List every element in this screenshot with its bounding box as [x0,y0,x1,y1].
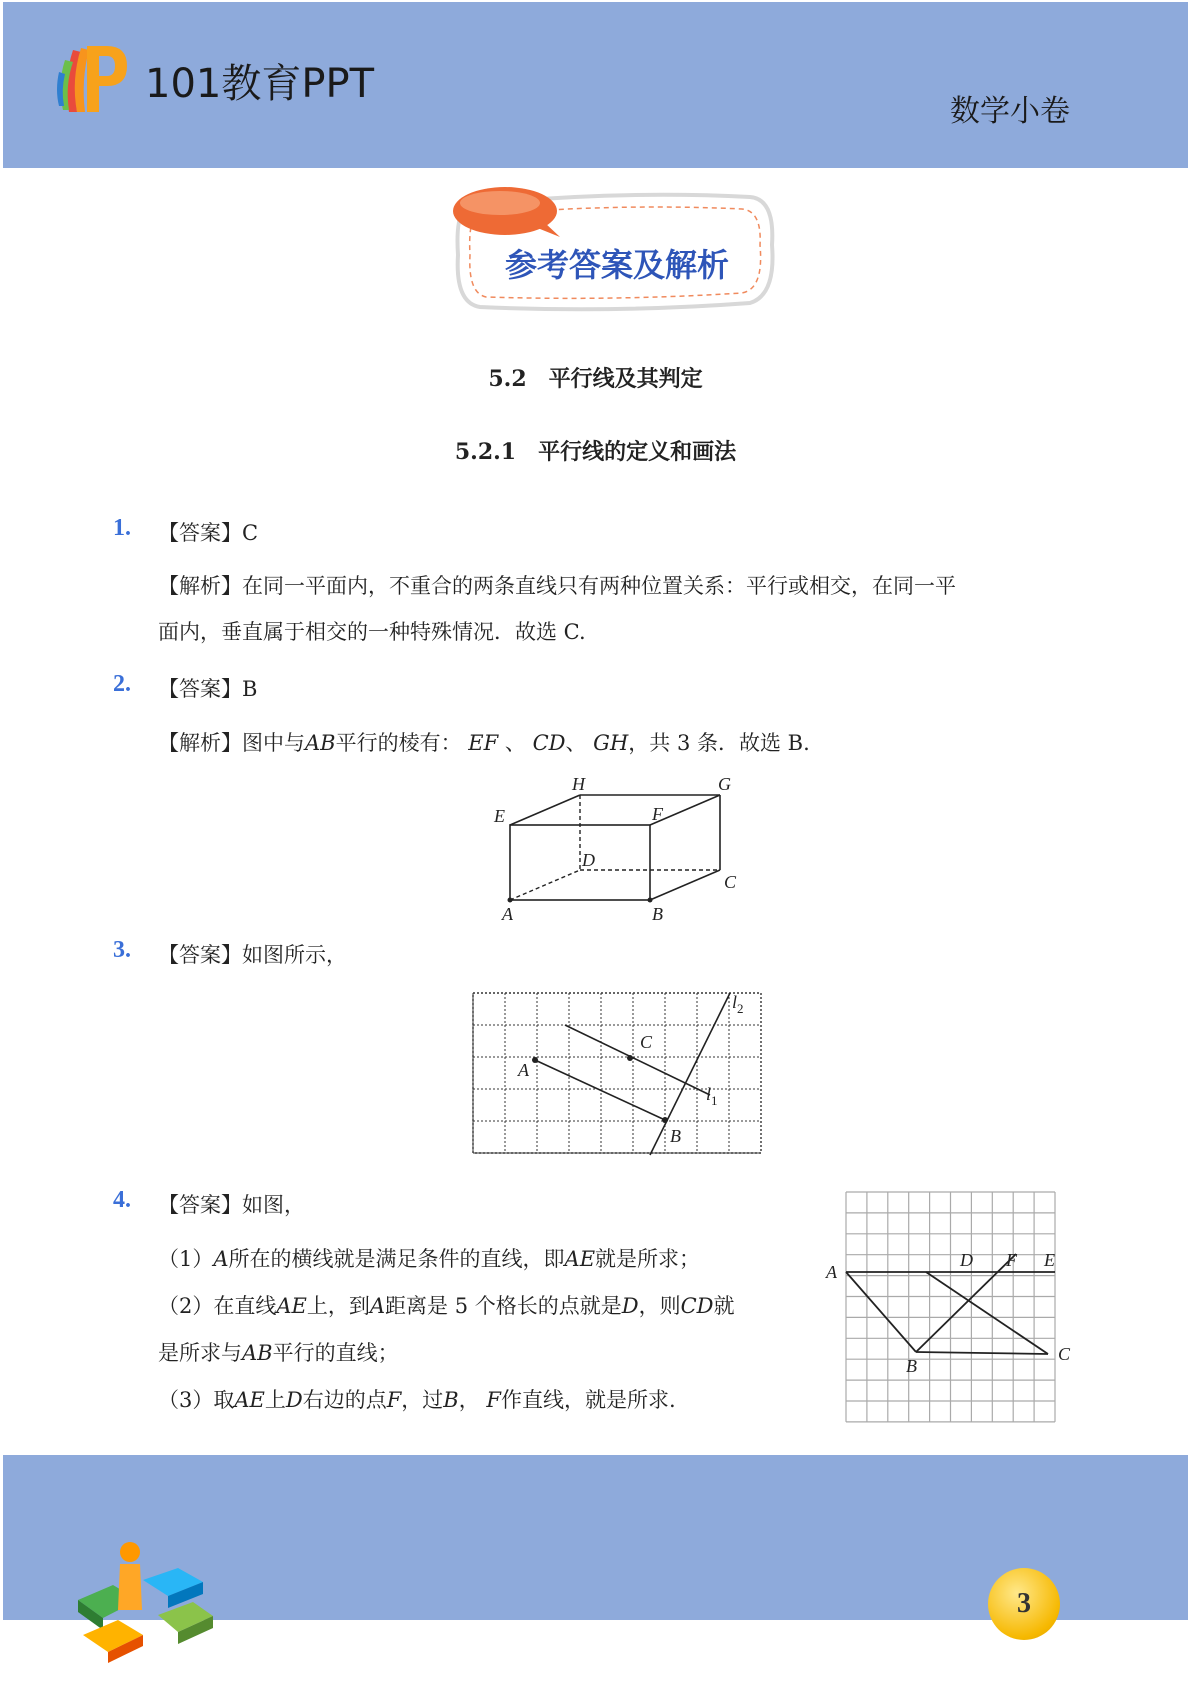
svg-text:l1 [706,1084,718,1108]
section-subtitle: 5.2.1 平行线的定义和画法 [454,439,737,465]
label-l1-subscript: 1 [711,1093,718,1108]
label-c: C [640,1032,653,1052]
section-title: 5.2 平行线及其判定 [488,366,703,392]
question-3-answer: 【答案】如图所示， [158,943,347,967]
question-2-analysis: 【解析】图中与AB平行的棱有： EF 、 CD、 GH，共 3 条．故选 B. [158,731,810,755]
figure-cuboid [490,770,750,924]
label-a: A [502,904,513,924]
question-2-answer: 【答案】B [158,677,258,701]
label-l2-subscript: 2 [737,1001,744,1016]
label-f: F [652,804,663,824]
label-c: C [1058,1344,1071,1364]
label-d: D [582,850,595,870]
question-2-number: 2. [113,671,131,697]
header-subject-label: 数学小卷 [950,94,1070,129]
label-b: B [652,904,663,924]
question-3-number: 3. [113,937,131,963]
label-h: H [572,774,585,794]
brand-name: 101教育PPT [145,61,375,107]
brand-logo-icon [55,40,135,120]
figure-grid-construction [820,1190,1080,1415]
question-1-answer: 【答案】C [158,521,259,545]
question-1-analysis-line2: 面内，垂直属于相交的一种特殊情况．故选 C. [158,620,586,644]
label-c: C [724,872,737,892]
label-e: E [494,806,505,826]
label-a: A [518,1060,529,1080]
figure-grid-parallel [470,990,765,1155]
label-f: F [1006,1250,1017,1270]
label-l2: l [732,992,738,1012]
label-a: A [826,1262,837,1282]
question-1-number: 1. [113,515,131,541]
label-e: E [1044,1250,1055,1270]
question-4-step2: （2）在直线AE上，到A距离是 5 个格长的点就是D，则CD就 [158,1294,735,1318]
question-4-step3: （3）取AE上D右边的点F，过B， F作直线，就是所求. [158,1388,676,1412]
label-b: B [906,1356,917,1376]
banner-title: 参考答案及解析 [505,246,730,284]
label-l1: l [706,1084,712,1104]
page-number-badge: 3 [988,1568,1060,1640]
question-4-step2-line2: 是所求与AB平行的直线； [158,1341,399,1365]
learning-blocks-icon [68,1540,218,1665]
question-4-answer: 【答案】如图， [158,1193,305,1217]
question-4-step1: （1）A所在的横线就是满足条件的直线，即AE就是所求； [158,1247,701,1271]
label-g: G [718,774,731,794]
label-d: D [960,1250,973,1270]
question-4-number: 4. [113,1187,131,1213]
question-1-analysis-line1: 【解析】在同一平面内，不重合的两条直线只有两种位置关系：平行或相交，在同一平 [158,574,956,598]
label-b: B [670,1126,681,1146]
svg-text:l2 [732,992,744,1016]
